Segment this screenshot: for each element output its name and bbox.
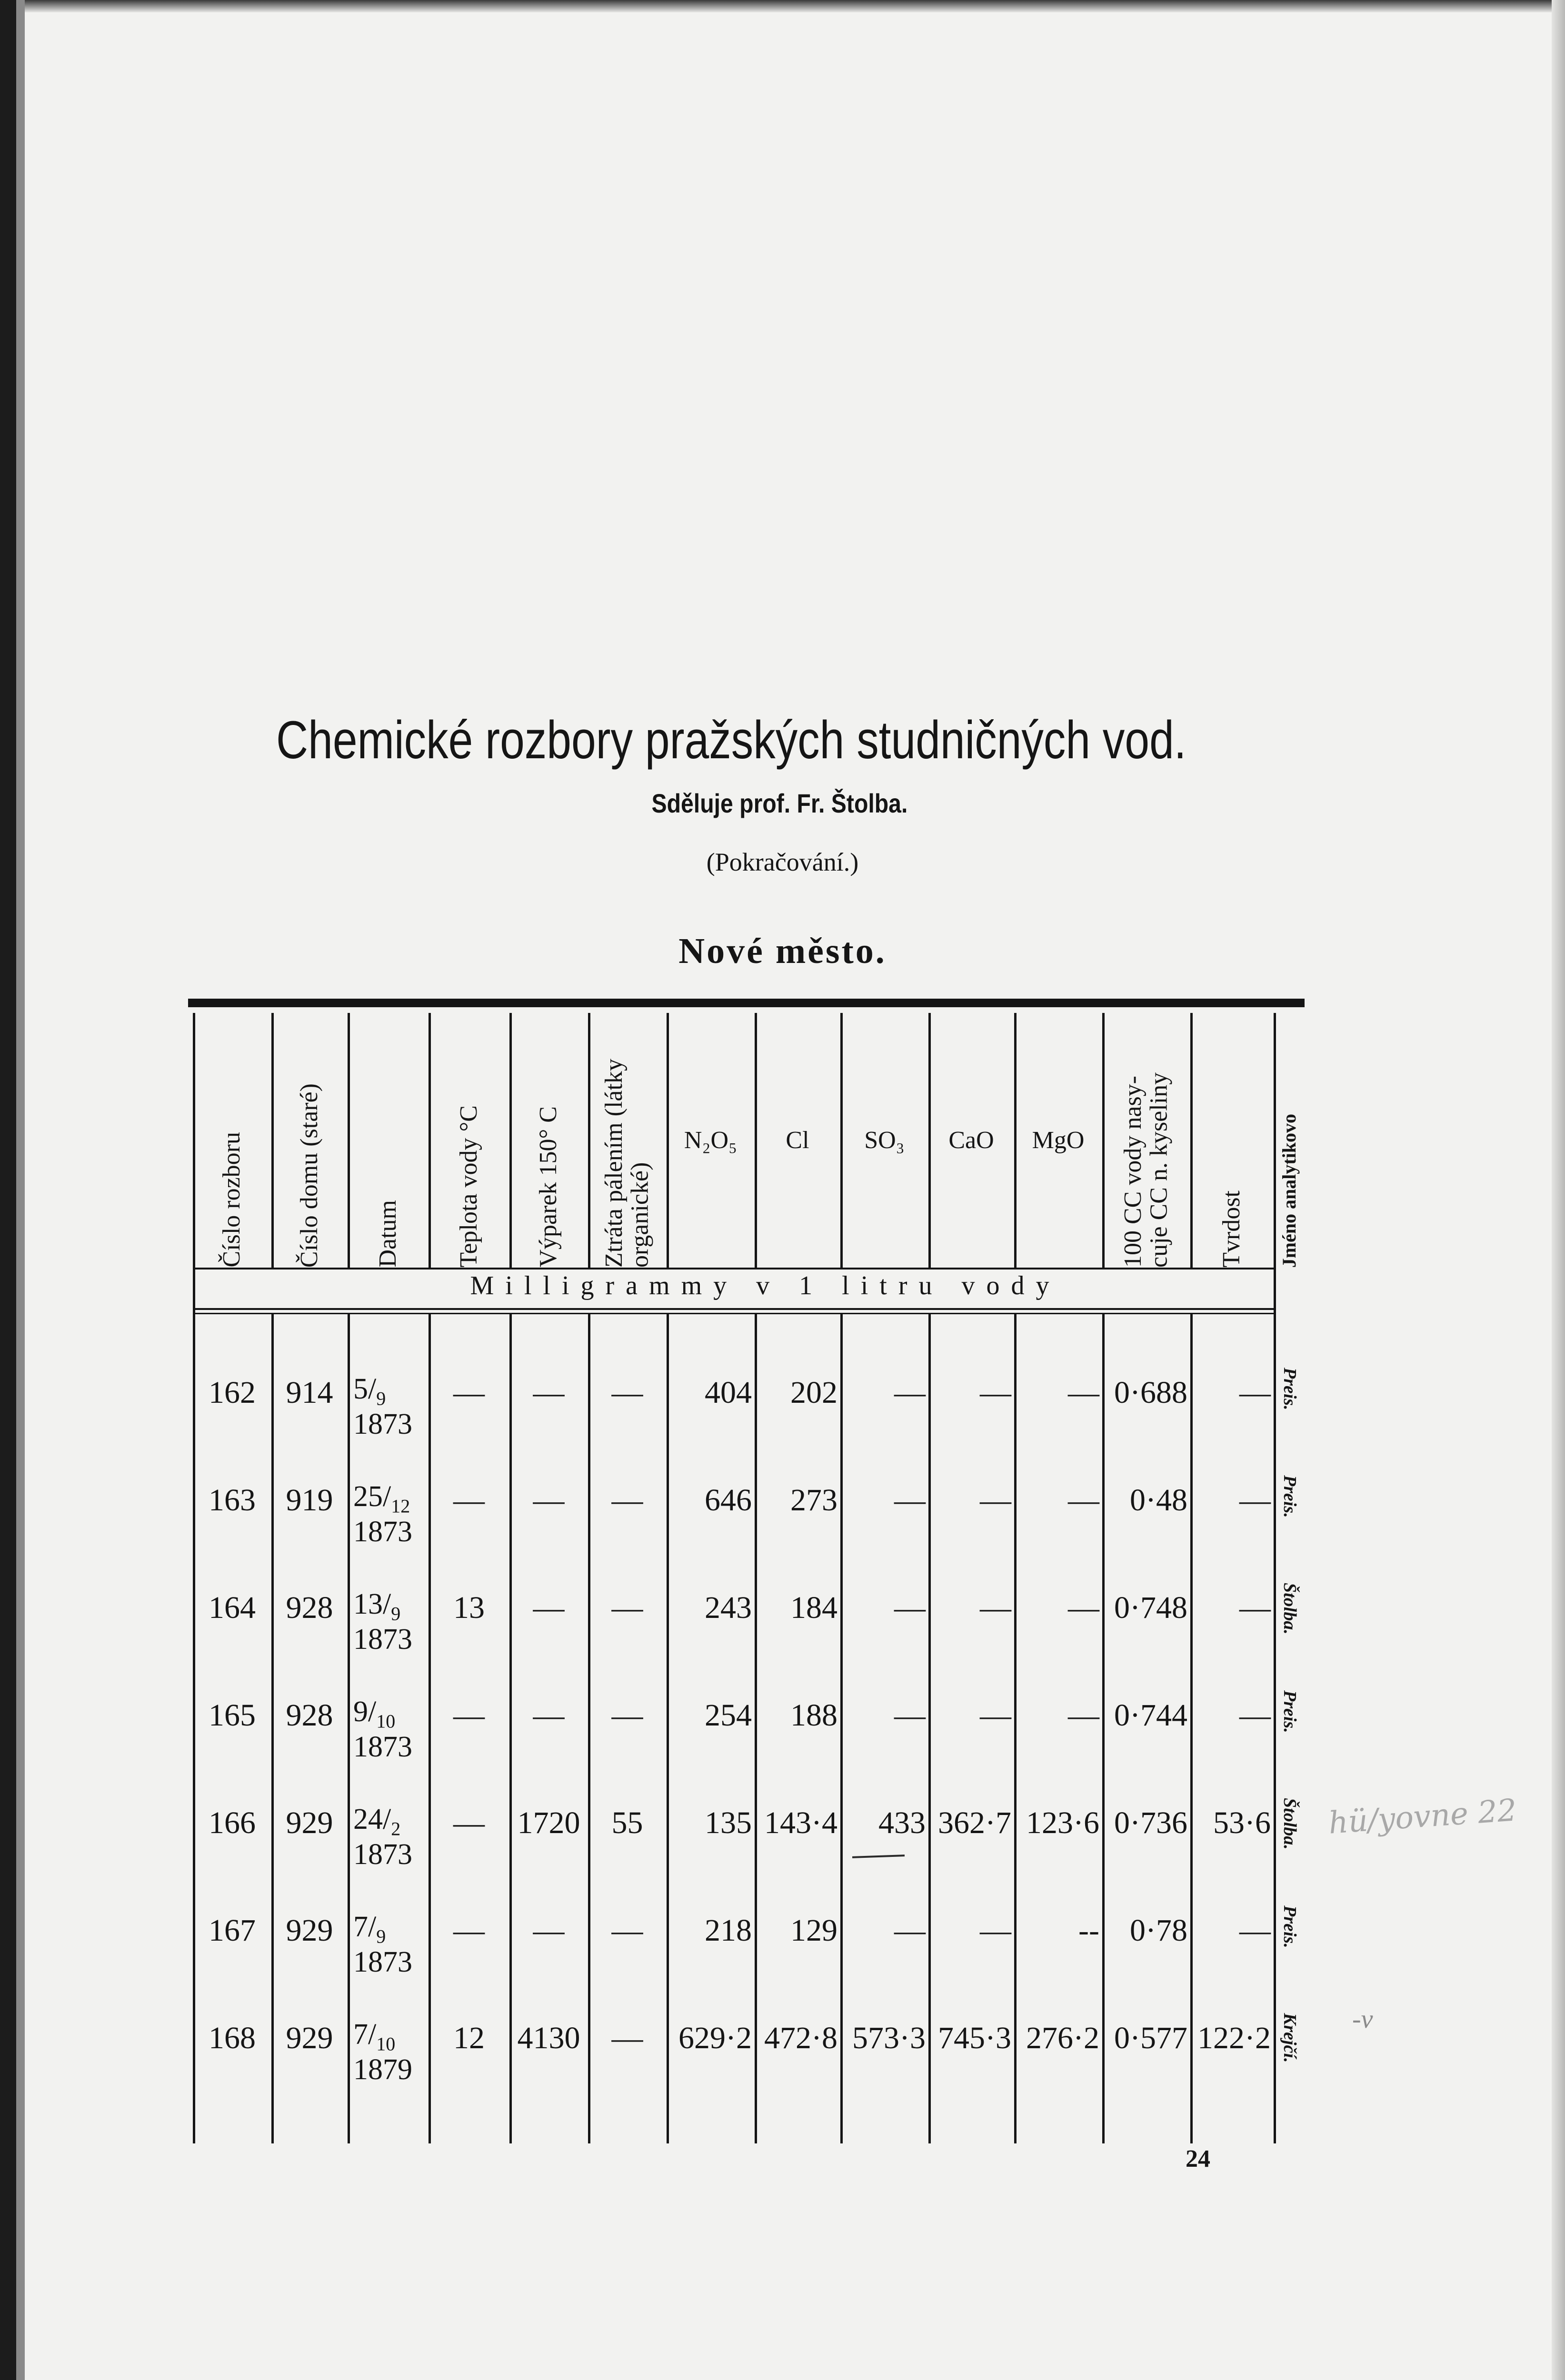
table-cell-cl: 273	[790, 1483, 837, 1517]
table-cell-mgo: —	[1068, 1698, 1099, 1733]
column-header-label: 100 CC vody nasy-cuje CC n. kyseliny	[1119, 1072, 1173, 1268]
table-cell-loss: —	[611, 1375, 643, 1410]
table-cell-temp: 12	[453, 2021, 485, 2055]
table-cell-hardness: —	[1239, 1913, 1271, 1948]
column-divider	[755, 1313, 757, 2143]
table-cell-no: 163	[209, 1483, 256, 1517]
table-cell-hardness: —	[1239, 1375, 1271, 1410]
column-divider	[509, 1313, 512, 2143]
table-cell-cl: 143·4	[764, 1805, 837, 1840]
table-cell-residue: 4130	[517, 2021, 580, 2055]
table-cell-no: 166	[209, 1805, 256, 1840]
column-divider	[1014, 1313, 1017, 2143]
table-cell-date	[353, 1805, 425, 1869]
section-heading: Nové město.	[678, 931, 887, 971]
row-divider	[193, 1268, 1274, 1269]
table-cell-cao: —	[980, 1483, 1011, 1517]
date-day: 24	[353, 1803, 383, 1835]
column-divider	[1190, 1313, 1193, 2143]
table-cell-house: 928	[286, 1590, 333, 1625]
analysis-table	[188, 999, 1305, 2143]
table-cell-acid: 0·48	[1130, 1483, 1187, 1517]
table-cell-house: 929	[286, 2021, 333, 2055]
table-cell-no: 165	[209, 1698, 256, 1733]
table-cell-analyst: Štolba.	[1280, 1583, 1300, 1635]
column-header	[840, 1013, 928, 1268]
table-cell-hardness: —	[1239, 1483, 1271, 1517]
date-slash: /	[383, 1480, 391, 1513]
column-header-label: Výparek 150° C	[535, 1106, 562, 1268]
table-cell-temp: —	[453, 1483, 485, 1517]
table-cell-residue: —	[533, 1483, 565, 1517]
table-cell-residue: —	[533, 1375, 565, 1410]
date-month: 10	[376, 2033, 396, 2055]
table-cell-cao: 362·7	[938, 1805, 1011, 1840]
table-cell-house: 928	[286, 1698, 333, 1733]
table-cell-loss: —	[611, 1698, 643, 1733]
column-header-label: Datum	[374, 1200, 401, 1268]
column-divider	[588, 1313, 590, 2143]
date-month: 10	[376, 1710, 396, 1732]
table-cell-hardness: —	[1239, 1590, 1271, 1625]
table-cell-analyst: Preis.	[1280, 1475, 1300, 1518]
column-header-label: Ztráta pálením (látky organické)	[600, 1059, 654, 1268]
table-cell-loss: 55	[611, 1805, 643, 1840]
table-cell-residue: —	[533, 1698, 565, 1733]
table-cell-residue: 1720	[517, 1805, 580, 1840]
column-header	[509, 1013, 588, 1268]
column-header	[429, 1013, 509, 1268]
table-cell-residue: —	[533, 1590, 565, 1625]
column-header	[1102, 1013, 1190, 1268]
table-cell-analyst: Preis.	[1280, 1368, 1300, 1410]
table-cell-n2o5: 646	[705, 1483, 752, 1517]
date-year: 1873	[353, 1623, 412, 1656]
date-slash: /	[368, 1373, 377, 1405]
table-cell-cl: 184	[790, 1590, 837, 1625]
date-year: 1873	[353, 1838, 412, 1871]
table-cell-acid: 0·78	[1130, 1913, 1187, 1948]
table-cell-date	[353, 1697, 425, 1761]
table-cell-cao: 745·3	[938, 2021, 1011, 2055]
table-cell-no: 162	[209, 1375, 256, 1410]
column-header-label: CaO	[948, 1127, 994, 1154]
date-year: 1873	[353, 1408, 412, 1440]
table-cell-cao: —	[980, 1375, 1011, 1410]
table-cell-n2o5: 135	[705, 1805, 752, 1840]
table-cell-temp: 13	[453, 1590, 485, 1625]
table-cell-n2o5: 243	[705, 1590, 752, 1625]
table-cell-temp: —	[453, 1698, 485, 1733]
table-cell-date	[353, 2020, 425, 2084]
table-cell-cao: —	[980, 1698, 1011, 1733]
continuation-note: (Pokračování.)	[706, 848, 859, 876]
column-header	[1014, 1013, 1102, 1268]
column-header	[667, 1013, 755, 1268]
row-divider	[193, 1313, 1274, 1314]
table-cell-n2o5: 404	[705, 1375, 752, 1410]
date-month: 9	[391, 1603, 401, 1625]
table-cell-loss: —	[611, 1913, 643, 1948]
table-cell-cao: —	[980, 1913, 1011, 1948]
column-header	[588, 1013, 667, 1268]
column-header-label: Cl	[786, 1127, 809, 1154]
table-cell-so3: —	[894, 1483, 926, 1517]
table-cell-no: 164	[209, 1590, 256, 1625]
table-cell-analyst: Preis.	[1280, 1690, 1300, 1733]
date-day: 13	[353, 1588, 383, 1620]
column-header-label: SO₃	[864, 1127, 905, 1154]
table-cell-n2o5: 629·2	[678, 2021, 752, 2055]
date-month: 9	[376, 1388, 386, 1409]
date-year: 1879	[353, 2053, 412, 2086]
table-cell-mgo: —	[1068, 1483, 1099, 1517]
table-cell-so3: —	[894, 1375, 926, 1410]
table-cell-n2o5: 254	[705, 1698, 752, 1733]
column-header-label: Teplota vody °C	[455, 1105, 482, 1268]
table-cell-date	[353, 1482, 425, 1546]
column-header	[928, 1013, 1014, 1268]
table-cell-so3: 433	[878, 1805, 926, 1840]
table-cell-date	[353, 1375, 425, 1438]
table-cell-mgo: 276·2	[1026, 2021, 1099, 2055]
column-header-label: Tvrdost	[1218, 1190, 1246, 1268]
table-cell-temp: —	[453, 1805, 485, 1840]
table-cell-temp: —	[453, 1913, 485, 1948]
date-year: 1873	[353, 1515, 412, 1548]
date-day: 7	[353, 2018, 368, 2051]
date-slash: /	[368, 1696, 377, 1728]
table-cell-mgo: --	[1078, 1913, 1099, 1948]
document-author: Sděluje prof. Fr. Štolba.	[651, 788, 908, 818]
table-cell-house: 919	[286, 1483, 333, 1517]
column-header-label: Číslo rozboru	[218, 1132, 246, 1268]
table-cell-mgo: —	[1068, 1375, 1099, 1410]
table-cell-acid: 0·736	[1114, 1805, 1187, 1840]
document-title: Chemické rozbory pražských studničných vod.	[276, 710, 1186, 770]
table-cell-cl: 472·8	[764, 2021, 837, 2055]
date-day: 5	[353, 1373, 368, 1405]
table-cell-date	[353, 1913, 425, 1976]
table-cell-so3: —	[894, 1590, 926, 1625]
table-cell-so3: —	[894, 1913, 926, 1948]
date-year: 1873	[353, 1945, 412, 1978]
column-header	[1190, 1013, 1274, 1268]
date-month: 9	[376, 1925, 386, 1947]
table-cell-cl: 129	[790, 1913, 837, 1948]
table-cell-no: 167	[209, 1913, 256, 1948]
column-header	[1274, 1013, 1305, 1268]
table-cell-so3: —	[894, 1698, 926, 1733]
table-cell-analyst: Krejčí.	[1280, 2013, 1300, 2063]
column-header-label: Jméno analytikovo	[1278, 1113, 1300, 1268]
scan-right-edge	[1552, 0, 1565, 2380]
date-slash: /	[383, 1803, 391, 1835]
table-cell-date	[353, 1590, 425, 1654]
table-cell-hardness: 53·6	[1213, 1805, 1271, 1840]
table-cell-so3: 573·3	[852, 2021, 926, 2055]
date-slash: /	[368, 2018, 377, 2051]
pencil-note: hü/yovne 22	[1327, 1793, 1518, 1841]
table-cell-house: 914	[286, 1375, 333, 1410]
column-divider	[667, 1313, 669, 2143]
date-day: 25	[353, 1480, 383, 1513]
date-slash: /	[368, 1911, 377, 1943]
column-header	[348, 1013, 429, 1268]
date-day: 7	[353, 1911, 368, 1943]
units-label: Milligrammy v 1 litru vody	[470, 1271, 1061, 1300]
column-divider	[840, 1313, 843, 2143]
table-cell-analyst: Preis.	[1280, 1905, 1300, 1948]
column-header	[193, 1013, 271, 1268]
table-cell-hardness: 122·2	[1197, 2021, 1271, 2055]
date-slash: /	[383, 1588, 391, 1620]
column-divider	[928, 1313, 931, 2143]
column-header	[271, 1013, 348, 1268]
pencil-mark: -v	[1352, 2004, 1373, 2034]
column-header-label: MgO	[1032, 1127, 1085, 1154]
table-cell-cl: 202	[790, 1375, 837, 1410]
table-cell-loss: —	[611, 1483, 643, 1517]
table-cell-house: 929	[286, 1805, 333, 1840]
table-cell-acid: 0·577	[1114, 2021, 1187, 2055]
table-cell-hardness: —	[1239, 1698, 1271, 1733]
table-cell-house: 929	[286, 1913, 333, 1948]
table-cell-loss: —	[611, 2021, 643, 2055]
scan-left-edge	[0, 0, 16, 2380]
date-month: 12	[391, 1495, 410, 1517]
column-divider	[348, 1313, 350, 2143]
column-header-label: Číslo domu (staré)	[295, 1083, 323, 1268]
scan-top-edge	[0, 0, 1565, 12]
date-year: 1873	[353, 1730, 412, 1763]
table-cell-cl: 188	[790, 1698, 837, 1733]
table-cell-acid: 0·748	[1114, 1590, 1187, 1625]
row-divider	[193, 1308, 1274, 1310]
table-cell-no: 168	[209, 2021, 256, 2055]
table-cell-mgo: 123·6	[1026, 1805, 1099, 1840]
table-cell-mgo: —	[1068, 1590, 1099, 1625]
table-cell-residue: —	[533, 1913, 565, 1948]
column-header	[755, 1013, 840, 1268]
scan-left-shadow	[16, 0, 25, 2380]
table-top-rule	[188, 999, 1305, 1007]
table-cell-analyst: Štolba.	[1280, 1798, 1300, 1850]
date-month: 2	[391, 1818, 401, 1840]
table-cell-loss: —	[611, 1590, 643, 1625]
table-cell-acid: 0·688	[1114, 1375, 1187, 1410]
table-cell-n2o5: 218	[705, 1913, 752, 1948]
column-header-label: N₂O₅	[684, 1127, 738, 1154]
column-divider	[1102, 1313, 1105, 2143]
table-cell-acid: 0·744	[1114, 1698, 1187, 1733]
column-divider	[271, 1313, 274, 2143]
table-cell-temp: —	[453, 1375, 485, 1410]
table-cell-cao: —	[980, 1590, 1011, 1625]
date-day: 9	[353, 1696, 368, 1728]
page-number: 24	[1186, 2145, 1210, 2172]
column-divider	[429, 1313, 431, 2143]
